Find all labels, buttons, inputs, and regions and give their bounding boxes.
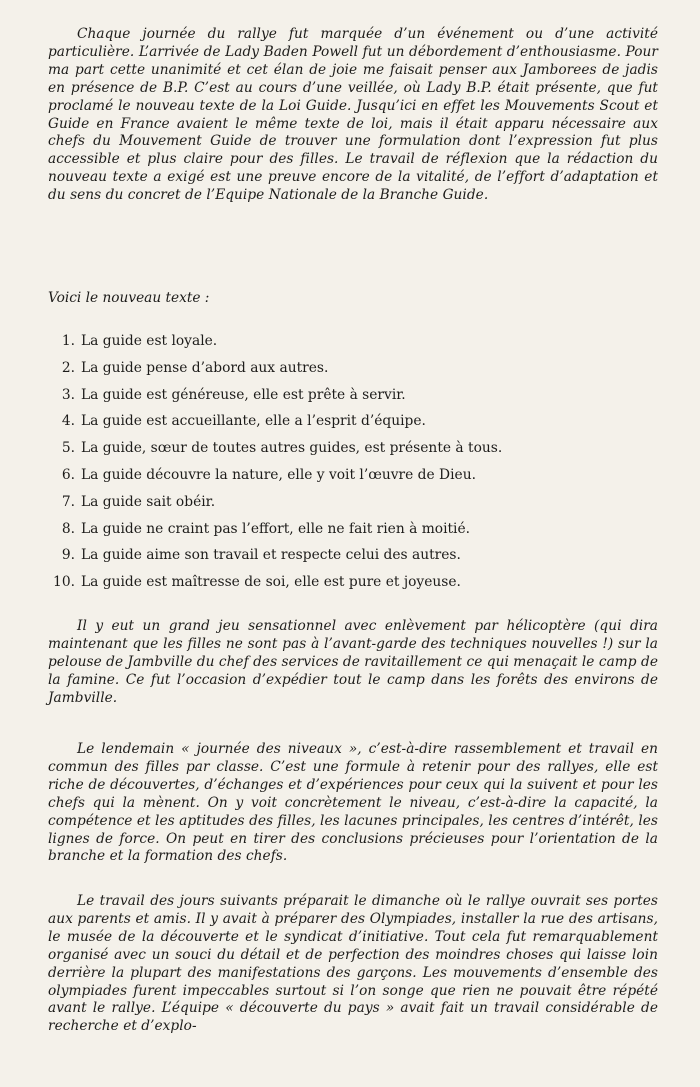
law-item xyxy=(40,569,640,596)
law-text: La guide pense d’abord aux autres. xyxy=(81,359,329,376)
law-number: 9. xyxy=(61,547,75,564)
law-text: La guide ne craint pas l’effort, elle ne fait rien à moitié. xyxy=(81,520,471,537)
law-text: La guide sait obéir. xyxy=(81,493,216,510)
paragraph-journee-niveaux: Le lendemain « journée des niveaux », c’est-à-dire rassemblement et travail en commun des filles par classe. C’est une formule à retenir pour des rallyes, elle est riche de découvertes, d’échanges et d’expériences pour ceux qui la suivent et pour les chefs qui la mènent. On y voit concrètement le niveau, c’est-à-dire la capacité, la compétence et les aptitudes des filles, les lacunes principales, les centres d’intérêt, les lignes de force. On peut en tirer des conclusions précieuses pour l’orientation de la branche et la formation des chefs. xyxy=(48,741,658,865)
law-number: 3. xyxy=(61,386,75,403)
law-item xyxy=(40,408,640,435)
law-item xyxy=(40,355,640,382)
new-text-intro: Voici le nouveau texte : xyxy=(48,290,210,306)
paragraph-grand-jeu: Il y eut un grand jeu sensationnel avec enlèvement par hélicoptère (qui dira maintenant que les filles ne sont pas à l’avant-garde des techniques nouvelles !) sur la pelouse de Jambville du chef des services de ravitaillement ce qui menaçait le camp de la famine. Ce fut l’occasion d’expédier tout le camp dans les forêts des environs de Jambville. xyxy=(48,618,658,706)
paragraph-rallye-intro: Chaque journée du rallye fut marquée d’un événement ou d’une activité particulière. L’arrivée de Lady Baden Powell fut un débordement d’enthousiasme. Pour ma part cette unanimité et cet élan de joie me faisait penser aux Jamborees de jadis en présence de B.P. C’est au cours d’une veillée, où Lady B.P. était présente, que fut proclamé le nouveau texte de la Loi Guide. Jusqu’ici en effet les Mouvements Scout et Guide en France avaient le même texte de loi, mais il était apparu nécessaire aux chefs du Mouvement Guide de trouver une formulation dont l’expression fut plus accessible et plus claire pour des filles. Le travail de réflexion que la rédaction du nouveau texte a exigé est une preuve encore de la vitalité, de l’effort d’adaptation et du sens du concret de l’Equipe Nationale de la Branche Guide. xyxy=(48,26,658,204)
law-item xyxy=(40,462,640,489)
law-item xyxy=(40,489,640,516)
law-item xyxy=(40,516,640,543)
law-text: La guide est accueillante, elle a l’esprit d’équipe. xyxy=(81,413,426,430)
law-number: 10. xyxy=(53,574,75,591)
law-number: 4. xyxy=(61,413,75,430)
law-item xyxy=(40,435,640,462)
law-text: La guide est généreuse, elle est prête à servir. xyxy=(81,386,406,403)
law-text: La guide est loyale. xyxy=(81,333,218,349)
law-number: 8. xyxy=(61,520,75,537)
law-number: 6. xyxy=(61,466,75,483)
law-number: 2. xyxy=(61,359,75,376)
law-number: 5. xyxy=(61,440,75,457)
law-item xyxy=(40,328,640,355)
law-text: La guide aime son travail et respecte celui des autres. xyxy=(81,547,461,564)
law-item xyxy=(40,542,640,569)
law-text: La guide, sœur de toutes autres guides, est présente à tous. xyxy=(81,440,503,457)
law-text: La guide est maîtresse de soi, elle est pure et joyeuse. xyxy=(81,574,461,591)
guide-law-list xyxy=(40,328,640,596)
law-text: La guide découvre la nature, elle y voit l’œuvre de Dieu. xyxy=(81,466,476,483)
law-item xyxy=(40,382,640,409)
law-number: 1. xyxy=(61,333,75,349)
law-number: 7. xyxy=(61,493,75,510)
paragraph-dimanche: Le travail des jours suivants préparait le dimanche où le rallye ouvrait ses portes aux parents et amis. Il y avait à préparer des Olympiades, installer la rue des artisans, le musée de la découverte et le syndicat d’initiative. Tout cela fut remarquablement organisé avec un souci du détail et de perfection des moindres choses qui laisse loin derrière la plupart des manifestations des garçons. Les mouvements d’ensemble des olympiades furent impeccables surtout si l’on songe que rien ne pouvait être répété avant le rallye. L’équipe « découverte du pays » avait fait un travail considérable de recherche et d’explo- xyxy=(48,893,658,1035)
